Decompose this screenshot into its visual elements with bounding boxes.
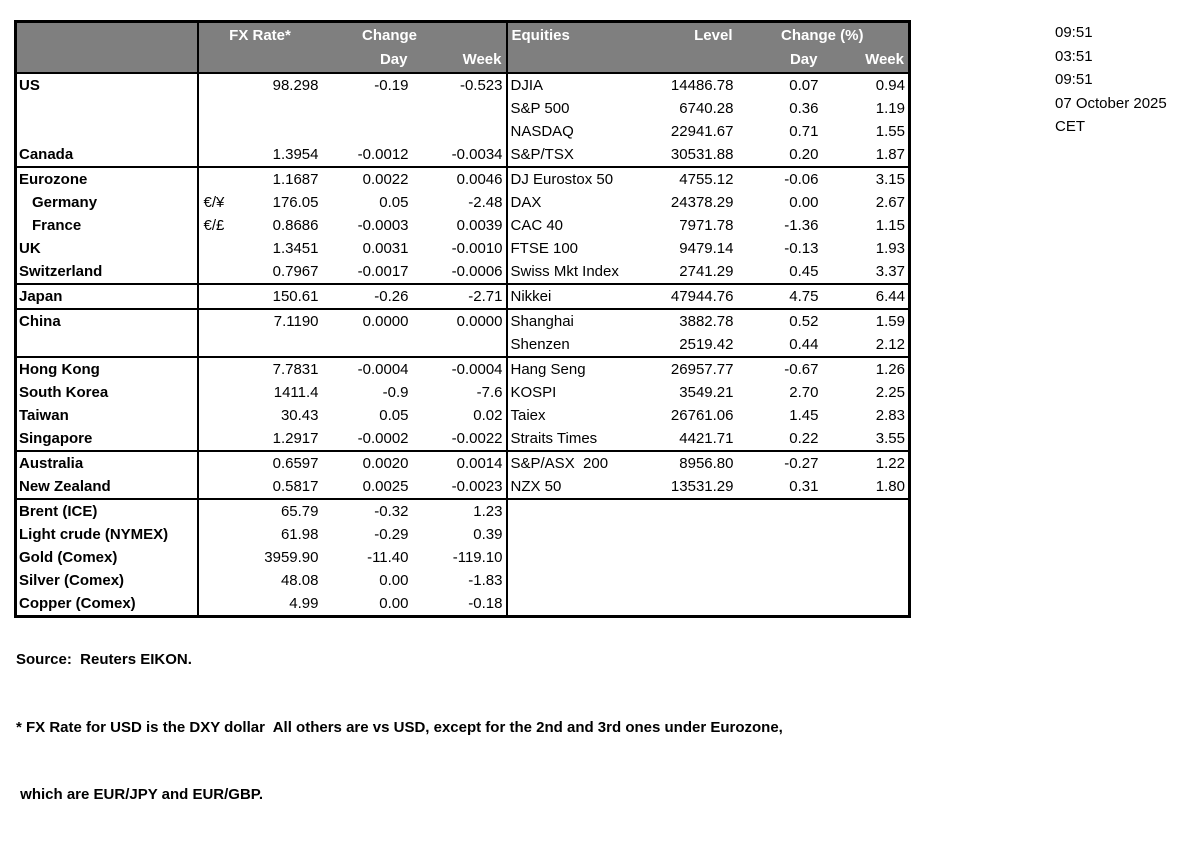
fx-rate-cell: 98.298 xyxy=(272,76,319,94)
fx-change-day-cell: 0.00 xyxy=(379,571,409,589)
fx-rate-cell: 7.7831 xyxy=(254,357,322,381)
fx-change-day-cell: -0.0012 xyxy=(357,145,409,163)
equity-change-day-cell: 0.52 xyxy=(737,309,822,333)
fx-name-cell: Copper (Comex) xyxy=(16,592,198,617)
blank-header-cell xyxy=(254,48,322,73)
equity-name-cell: NZX 50 xyxy=(510,477,562,495)
equity-name-cell: S&P/ASX 200 xyxy=(507,451,659,475)
source-note: Source: Reuters EIKON. xyxy=(16,651,192,668)
fx-rate-cell: 176.05 xyxy=(272,193,319,211)
fx-pair-symbol-cell xyxy=(198,237,254,260)
fx-name-cell: Switzerland xyxy=(16,260,198,284)
equity-level-cell: 13531.29 xyxy=(670,477,734,495)
table-row xyxy=(16,546,910,569)
equity-name-cell: Taiex xyxy=(510,406,546,424)
equity-change-week-cell: 1.93 xyxy=(875,239,905,257)
table-row xyxy=(16,214,910,237)
table-row xyxy=(16,260,910,284)
table-header-row-2 xyxy=(16,48,910,73)
fx-change-week-cell: -2.71 xyxy=(412,284,507,309)
fx-corner-cell-2 xyxy=(16,48,198,73)
equity-level-cell: 6740.28 xyxy=(679,99,734,117)
fx-change-week-cell: 0.0046 xyxy=(412,167,507,191)
table-row xyxy=(16,381,910,404)
equity-change-week-cell: 1.80 xyxy=(875,477,905,495)
equity-name-cell: Hang Seng xyxy=(507,357,659,381)
table-row xyxy=(16,143,910,167)
fx-change-week-cell: 0.0014 xyxy=(412,451,507,475)
table-body xyxy=(16,73,910,617)
fx-name-cell: Taiwan xyxy=(16,404,198,427)
fx-pair-symbol-cell xyxy=(198,451,254,475)
fx-rate-cell: 0.5817 xyxy=(272,477,319,495)
fx-rate-cell: 30.43 xyxy=(280,406,319,424)
equity-change-week-cell: 6.44 xyxy=(822,284,910,309)
fx-change-week-cell: -0.0004 xyxy=(412,357,507,381)
fx-name-cell: Gold (Comex) xyxy=(16,546,198,569)
fx-change-day-cell: 0.0025 xyxy=(362,477,409,495)
table-header-row-1 xyxy=(16,22,910,48)
fx-rate-cell: 4.99 xyxy=(289,594,319,612)
fx-change-day-cell: -0.0002 xyxy=(357,429,409,447)
fx-rate-cell: 48.08 xyxy=(280,571,319,589)
equity-change-week-cell xyxy=(822,499,910,523)
equity-name-cell: S&P 500 xyxy=(510,99,570,117)
fx-name-cell: South Korea xyxy=(16,381,198,404)
equity-name-cell: DAX xyxy=(510,193,542,211)
fx-change-day-cell: 0.05 xyxy=(379,193,409,211)
equity-level-cell: 9479.14 xyxy=(679,239,734,257)
fx-change-week-cell: -119.10 xyxy=(412,546,507,569)
fx-rate-cell: 1411.4 xyxy=(273,383,319,401)
fx-pair-symbol-cell xyxy=(198,120,254,143)
equities-change-pct-header: Change (%) xyxy=(737,22,910,48)
fx-change-week-cell: 0.02 xyxy=(412,404,507,427)
table-row xyxy=(16,97,910,120)
fx-change-day-cell: 0.0031 xyxy=(362,239,409,257)
equity-change-day-cell xyxy=(737,499,822,523)
timezone-line: CET xyxy=(1055,118,1085,135)
equity-change-week-cell: 1.15 xyxy=(875,216,905,234)
fx-name-cell: China xyxy=(16,309,198,333)
equity-change-day-cell: 0.36 xyxy=(789,99,819,117)
equity-change-day-cell: -0.06 xyxy=(737,167,822,191)
equity-level-cell xyxy=(659,546,737,569)
fx-change-day-cell: -0.32 xyxy=(322,499,412,523)
equity-change-week-cell: 1.59 xyxy=(822,309,910,333)
equity-change-day-cell: 0.31 xyxy=(789,477,819,495)
fx-change-day-cell: 0.0000 xyxy=(322,309,412,333)
equity-name-cell: Straits Times xyxy=(510,429,598,447)
fx-change-week-cell: -1.83 xyxy=(412,569,507,592)
fx-change-week-cell: -0.18 xyxy=(412,592,507,617)
fx-name-cell: Eurozone xyxy=(16,167,198,191)
fx-change-day-cell xyxy=(322,97,412,120)
table-row xyxy=(16,499,910,523)
fx-corner-cell xyxy=(16,22,198,48)
blank-header-cell xyxy=(507,48,659,73)
equity-level-cell: 7971.78 xyxy=(679,216,734,234)
table-row xyxy=(16,309,910,333)
equity-change-day-cell: 2.70 xyxy=(789,383,819,401)
fx-change-week-cell: -0.0022 xyxy=(412,427,507,451)
table-row xyxy=(16,191,910,214)
fx-day-header: Day xyxy=(322,48,412,73)
fx-pair-symbol-cell xyxy=(198,284,254,309)
fx-change-week-cell: -0.0034 xyxy=(412,143,507,167)
fx-rate-cell: 0.6597 xyxy=(254,451,322,475)
fx-change-week-cell: -0.0006 xyxy=(412,260,507,284)
equities-level-header: Level xyxy=(659,22,737,48)
table-row xyxy=(16,523,910,546)
equity-name-cell xyxy=(507,499,659,523)
fx-pair-symbol-cell xyxy=(198,143,254,167)
fx-rate-cell: 1.1687 xyxy=(254,167,322,191)
equity-change-day-cell: 4.75 xyxy=(737,284,822,309)
fx-pair-symbol-cell xyxy=(198,167,254,191)
equity-level-cell: 4421.71 xyxy=(679,429,734,447)
fx-week-header: Week xyxy=(412,48,507,73)
fx-name-cell: US xyxy=(16,73,198,97)
equity-change-day-cell: 0.71 xyxy=(789,122,819,140)
fx-change-day-cell: 0.00 xyxy=(379,594,409,612)
equity-change-day-cell: -0.13 xyxy=(784,239,819,257)
fx-rate-cell: 0.8686 xyxy=(272,216,319,234)
equity-change-day-cell: 0.00 xyxy=(789,193,819,211)
equity-change-week-cell: 1.22 xyxy=(822,451,910,475)
equity-change-week-cell: 2.83 xyxy=(875,406,905,424)
fx-name-cell: Japan xyxy=(16,284,198,309)
table-row xyxy=(16,569,910,592)
fx-rate-cell: 0.7967 xyxy=(272,262,319,280)
table-row xyxy=(16,475,910,499)
equities-day-header: Day xyxy=(737,48,822,73)
table-row xyxy=(16,427,910,451)
equity-name-cell: DJ Eurostox 50 xyxy=(507,167,659,191)
fx-change-week-cell: 0.0039 xyxy=(412,214,507,237)
fx-change-week-cell: -0.523 xyxy=(412,73,507,97)
equity-change-week-cell: 2.67 xyxy=(875,193,905,211)
equity-change-week-cell: 0.94 xyxy=(875,76,905,94)
fx-change-day-cell: -0.19 xyxy=(374,76,409,94)
fx-rate-cell: 1.3451 xyxy=(272,239,319,257)
equity-change-day-cell: -1.36 xyxy=(784,216,819,234)
equity-name-cell: Nikkei xyxy=(507,284,659,309)
fx-rate-cell xyxy=(254,333,322,357)
equity-change-day-cell: -0.67 xyxy=(737,357,822,381)
fx-pair-symbol-cell xyxy=(198,260,254,284)
market-data-table xyxy=(14,20,911,618)
fx-change-day-cell: -11.40 xyxy=(367,548,409,566)
fx-name-cell: Brent (ICE) xyxy=(16,499,198,523)
fx-change-day-cell: -0.29 xyxy=(374,525,409,543)
fx-change-day-cell xyxy=(322,120,412,143)
equity-level-cell: 22941.67 xyxy=(670,122,734,140)
fx-change-week-cell: -7.6 xyxy=(412,381,507,404)
fx-rate-cell xyxy=(254,120,322,143)
fx-rate-cell: 3959.90 xyxy=(264,548,319,566)
fx-name-cell: Australia xyxy=(16,451,198,475)
fx-change-week-cell: 0.39 xyxy=(412,523,507,546)
equities-week-header: Week xyxy=(822,48,910,73)
equities-header: Equities xyxy=(507,22,659,48)
table-row xyxy=(16,284,910,309)
fx-change-day-cell: -0.26 xyxy=(322,284,412,309)
equity-name-cell: S&P/TSX xyxy=(510,145,574,163)
fx-name-cell xyxy=(16,97,198,120)
fx-rate-cell xyxy=(254,97,322,120)
equity-level-cell: 8956.80 xyxy=(659,451,737,475)
equity-level-cell: 4755.12 xyxy=(659,167,737,191)
fx-pair-symbol-cell xyxy=(198,569,254,592)
timestamp-line: 09:51 xyxy=(1055,71,1093,88)
table-header xyxy=(16,22,910,73)
fx-rate-cell: 1.2917 xyxy=(272,429,319,447)
equity-change-week-cell: 3.55 xyxy=(875,429,905,447)
fx-change-week-cell: 1.23 xyxy=(412,499,507,523)
equity-name-cell: FTSE 100 xyxy=(510,239,579,257)
table-row xyxy=(16,167,910,191)
fx-change-day-cell: 0.0020 xyxy=(322,451,412,475)
equity-level-cell xyxy=(659,499,737,523)
fx-change-week-cell: -0.0010 xyxy=(412,237,507,260)
fx-name-cell: New Zealand xyxy=(16,475,198,499)
fx-pair-symbol-cell xyxy=(198,546,254,569)
fx-name-cell xyxy=(16,120,198,143)
fx-change-week-cell: -0.0023 xyxy=(412,475,507,499)
fx-name-cell: France xyxy=(16,214,198,237)
equity-change-day-cell: 0.20 xyxy=(789,145,819,163)
equity-change-week-cell xyxy=(822,569,910,592)
equity-name-cell: Shenzen xyxy=(510,335,570,353)
fx-pair-symbol-cell xyxy=(198,357,254,381)
equity-change-week-cell: 3.37 xyxy=(875,262,905,280)
blank-header-cell xyxy=(659,48,737,73)
fx-pair-symbol-cell xyxy=(198,381,254,404)
equity-change-week-cell: 3.15 xyxy=(822,167,910,191)
fx-change-day-cell: 0.05 xyxy=(379,406,409,424)
equity-level-cell xyxy=(659,569,737,592)
fx-change-week-cell: -2.48 xyxy=(412,191,507,214)
equity-change-day-cell: 0.45 xyxy=(789,262,819,280)
fx-pair-symbol-cell xyxy=(198,309,254,333)
fx-change-week-cell xyxy=(412,97,507,120)
equity-change-day-cell xyxy=(737,569,822,592)
equity-level-cell: 3549.21 xyxy=(679,383,734,401)
equity-level-cell: 2741.29 xyxy=(679,262,734,280)
timestamps-block xyxy=(1055,21,1167,139)
blank-header-cell xyxy=(198,48,254,73)
equity-change-week-cell: 2.12 xyxy=(875,335,905,353)
equity-name-cell xyxy=(507,523,659,546)
equity-level-cell: 14486.78 xyxy=(670,76,734,94)
fx-name-cell: Singapore xyxy=(16,427,198,451)
fx-rate-cell: 150.61 xyxy=(254,284,322,309)
equity-name-cell: Swiss Mkt Index xyxy=(510,262,619,280)
equity-name-cell xyxy=(507,546,659,569)
fx-name-cell: Silver (Comex) xyxy=(16,569,198,592)
fx-rate-footnote-2: which are EUR/JPY and EUR/GBP. xyxy=(16,786,264,803)
equity-level-cell xyxy=(659,523,737,546)
fx-change-day-cell: -0.0017 xyxy=(357,262,409,280)
fx-change-header: Change xyxy=(322,22,507,48)
fx-rate-cell: 61.98 xyxy=(280,525,319,543)
table-row xyxy=(16,404,910,427)
fx-rate-footnote-1: * FX Rate for USD is the DXY dollar All others are vs USD, except for the 2nd and 3rd ones under Eurozone, xyxy=(16,718,783,736)
equity-change-day-cell: 0.07 xyxy=(789,76,819,94)
equity-level-cell: 30531.88 xyxy=(670,145,734,163)
equity-change-week-cell xyxy=(822,546,910,569)
equity-level-cell: 47944.76 xyxy=(659,284,737,309)
table-row xyxy=(16,73,910,97)
equity-name-cell: DJIA xyxy=(510,76,544,94)
equity-change-week-cell: 1.55 xyxy=(875,122,905,140)
equity-change-week-cell: 1.26 xyxy=(822,357,910,381)
equity-change-week-cell xyxy=(822,592,910,617)
fx-name-cell: Hong Kong xyxy=(16,357,198,381)
date-line: 07 October 2025 xyxy=(1055,94,1167,112)
equity-level-cell: 3882.78 xyxy=(659,309,737,333)
footer-notes xyxy=(16,604,783,852)
fx-pair-symbol-cell xyxy=(198,97,254,120)
equity-name-cell: KOSPI xyxy=(510,383,557,401)
equity-change-week-cell: 1.19 xyxy=(875,99,905,117)
table-row xyxy=(16,120,910,143)
fx-name-cell: Germany xyxy=(16,191,198,214)
table-row xyxy=(16,451,910,475)
fx-pair-symbol-cell xyxy=(198,404,254,427)
equity-change-day-cell: -0.27 xyxy=(737,451,822,475)
equity-change-week-cell xyxy=(822,523,910,546)
fx-rate-cell: 7.1190 xyxy=(254,309,322,333)
fx-rate-cell: 65.79 xyxy=(254,499,322,523)
timestamp-line: 09:51 xyxy=(1055,24,1093,41)
equity-change-day-cell xyxy=(737,523,822,546)
fx-change-day-cell: 0.0022 xyxy=(322,167,412,191)
fx-rate-header: FX Rate* xyxy=(198,22,322,48)
fx-change-week-cell xyxy=(412,120,507,143)
fx-change-day-cell: -0.0003 xyxy=(357,216,409,234)
table-row xyxy=(16,333,910,357)
fx-rate-cell: 1.3954 xyxy=(272,145,319,163)
equity-level-cell: 2519.42 xyxy=(679,335,734,353)
equity-name-cell: NASDAQ xyxy=(510,122,574,140)
fx-name-cell: Light crude (NYMEX) xyxy=(16,523,198,546)
fx-pair-symbol-cell xyxy=(198,427,254,451)
fx-change-week-cell xyxy=(412,333,507,357)
fx-pair-symbol-cell xyxy=(198,73,254,97)
fx-change-day-cell: -0.9 xyxy=(382,383,409,401)
timestamp-line: 03:51 xyxy=(1055,47,1093,65)
equity-level-cell: 26761.06 xyxy=(670,406,734,424)
fx-name-cell: Canada xyxy=(16,143,198,167)
equity-level-cell: 24378.29 xyxy=(670,193,734,211)
equity-name-cell xyxy=(507,569,659,592)
fx-pair-symbol-cell xyxy=(198,499,254,523)
fx-name-cell xyxy=(16,333,198,357)
equity-change-day-cell xyxy=(737,546,822,569)
equity-change-week-cell: 2.25 xyxy=(875,383,905,401)
equity-name-cell: CAC 40 xyxy=(510,216,564,234)
equity-change-day-cell: 0.44 xyxy=(789,335,819,353)
table-row xyxy=(16,357,910,381)
table-row xyxy=(16,237,910,260)
equity-level-cell: 26957.77 xyxy=(659,357,737,381)
fx-pair-symbol-cell: €/¥ xyxy=(203,193,225,211)
fx-pair-symbol-cell xyxy=(198,523,254,546)
equity-change-week-cell: 1.87 xyxy=(875,145,905,163)
fx-pair-symbol-cell: €/£ xyxy=(203,216,225,234)
fx-change-day-cell xyxy=(322,333,412,357)
fx-change-day-cell: -0.0004 xyxy=(322,357,412,381)
fx-name-cell: UK xyxy=(16,237,198,260)
equity-name-cell: Shanghai xyxy=(507,309,659,333)
fx-pair-symbol-cell xyxy=(198,475,254,499)
equity-change-day-cell: 1.45 xyxy=(789,406,819,424)
fx-pair-symbol-cell xyxy=(198,333,254,357)
fx-change-week-cell: 0.0000 xyxy=(412,309,507,333)
equity-change-day-cell: 0.22 xyxy=(789,429,819,447)
